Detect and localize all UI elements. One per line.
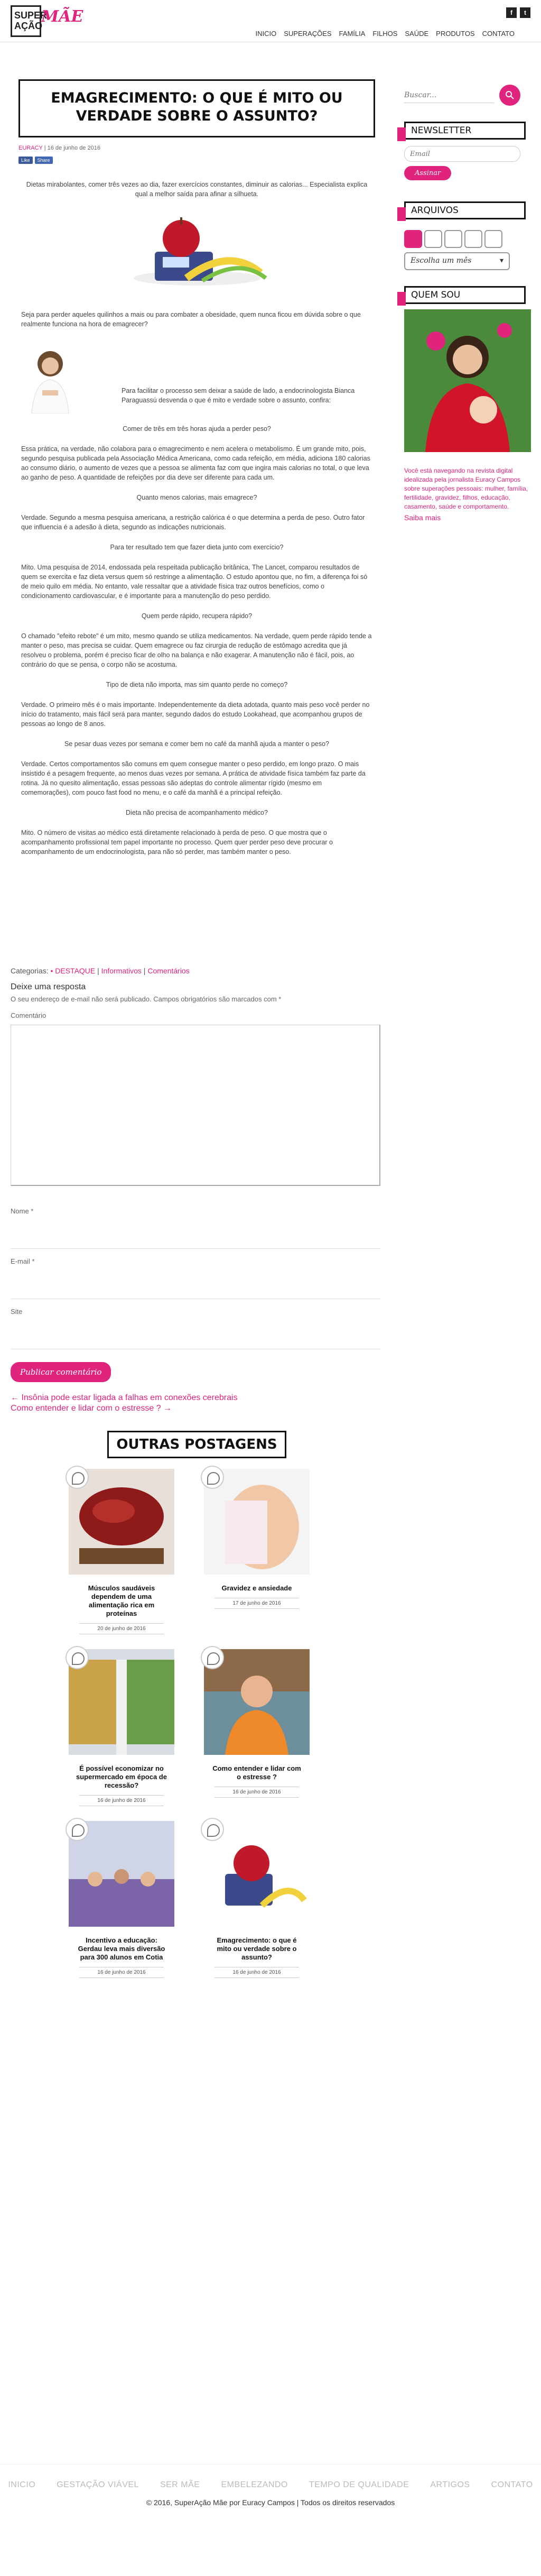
category-comentarios[interactable]: Comentários: [147, 967, 190, 975]
related-post-date: 16 de junho de 2016: [79, 1795, 164, 1806]
sidebar: [404, 79, 531, 522]
nav-produtos[interactable]: PRODUTOS: [436, 30, 475, 38]
social-links: [506, 7, 530, 18]
reply-title: Deixe uma resposta: [11, 982, 86, 991]
archive-icon-3[interactable]: [444, 230, 462, 248]
archive-icon-5[interactable]: [484, 230, 502, 248]
post-question: Quem perde rápido, recupera rápido?: [141, 612, 253, 620]
doctor-photo: [21, 345, 79, 413]
post-date: 16 de junho de 2016: [47, 145, 100, 151]
related-post-card[interactable]: [63, 1821, 180, 1978]
post-meta: [18, 145, 383, 151]
related-post-title[interactable]: Músculos saudáveis dependem de uma alimentação rica em proteínas: [88, 1584, 155, 1617]
nav-filhos[interactable]: FILHOS: [372, 30, 398, 38]
archive-icon-4[interactable]: [464, 230, 482, 248]
archive-month-select[interactable]: [404, 252, 510, 270]
main-content: [11, 79, 383, 1978]
next-post-link[interactable]: Como entender e lidar com o estresse ? →: [11, 1404, 172, 1413]
related-post-thumb[interactable]: [69, 1649, 174, 1755]
logo-accent-text: MÃE: [41, 7, 83, 26]
copyright: © 2016, SuperAção Mãe por Euracy Campos | Todos os direitos reservados: [146, 2498, 395, 2507]
post-question: Para ter resultado tem que fazer dieta junto com exercício?: [110, 544, 284, 551]
name-field[interactable]: [11, 1217, 380, 1249]
submit-comment-button[interactable]: Publicar comentário: [11, 1362, 111, 1382]
footer-nav-embelezando[interactable]: EMBELEZANDO: [221, 2480, 288, 2489]
nav-superacoes[interactable]: SUPERAÇÕES: [284, 30, 332, 38]
archive-select-value: Escolha um mês: [411, 256, 472, 265]
related-post-thumb[interactable]: [204, 1649, 310, 1755]
post-format-icon: [66, 1466, 89, 1489]
footer-nav-gestacao[interactable]: GESTAÇÃO VIÁVEL: [57, 2480, 139, 2489]
post-paragraph: Verdade. O primeiro mês é o mais importante. Independentemente da dieta adotada, quanto mais peso você perder no início do tratamento, mais fácil será para manter, segundo dados do estudo Lookahead, que acompanhou grupos de pessoas ao longo de 8 anos.: [21, 701, 370, 728]
site-header: [0, 0, 541, 42]
related-post-date: 17 de junho de 2016: [214, 1598, 299, 1609]
post-format-icon: [201, 1466, 224, 1489]
nav-familia[interactable]: FAMÍLIA: [339, 30, 366, 38]
subscribe-button[interactable]: Assinar: [404, 166, 451, 180]
site-field[interactable]: [11, 1318, 380, 1349]
post-title-box: [18, 79, 375, 137]
name-label: Nome *: [11, 1207, 34, 1215]
site-logo[interactable]: [11, 5, 83, 37]
post-question: Dieta não precisa de acompanhamento médico?: [126, 809, 268, 816]
main-nav: [256, 30, 515, 38]
reply-note: O seu endereço de e-mail não será publicado. Campos obrigatórios são marcados com *: [11, 995, 282, 1003]
post-paragraph: Essa prática, na verdade, não colabora para o emagrecimento e nem acelera o metabolismo. É um grande mito, pois, segundo pesquisa publicada pela Associação Médica Americana, como cada refeição, em média, adiciona 180 calorias ao consumo diário, o aumento de vezes que a pessoa se alimenta faz com que ingira mais calorias no total, o que leva ao ganho de peso. A quantidade de refeições por dia deve ser diferente para cada um.: [21, 445, 370, 481]
post-paragraph: Mito. O número de visitas ao médico está diretamente relacionado à perda de peso. O que mostra que o acompanhamento profissional tem papel importante no processo. Quem quer perder peso deve procurar o acompanhamento de um endocrinologista, para não só perder, mas também manter o peso.: [21, 829, 333, 855]
related-post-date: 16 de junho de 2016: [79, 1967, 164, 1978]
related-post-thumb[interactable]: [69, 1821, 174, 1927]
post-navigation: [11, 1393, 383, 1414]
archive-widget-title: ARQUIVOS: [404, 201, 526, 219]
post-paragraph: Verdade. Certos comportamentos são comuns em quem consegue manter o peso perdido, em longo prazo. O mais insistido é a pesagem frequente, ao menos duas vezes por semana. A prática de atividade física também faz parte da rotina. Já no quesito alimentação, essas pessoas são adeptas do controle alimentar rígido (mesmo em comemorações), com pouco fast food no menu, e o café da manhã é a principal refeição.: [21, 760, 366, 796]
related-post-thumb[interactable]: [69, 1469, 174, 1575]
facebook-icon[interactable]: f: [506, 7, 517, 18]
related-post-thumb[interactable]: [204, 1821, 310, 1927]
related-post-thumb[interactable]: [204, 1469, 310, 1575]
meta-separator: |: [44, 145, 48, 151]
site-label: Site: [11, 1308, 23, 1315]
nav-inicio[interactable]: INICIO: [255, 30, 277, 38]
twitter-icon[interactable]: t: [520, 7, 530, 18]
post-format-icon: [201, 1818, 224, 1841]
footer-nav-contato[interactable]: CONTATO: [491, 2480, 533, 2489]
related-post-card[interactable]: [199, 1469, 315, 1634]
newsletter-form: [404, 146, 531, 180]
like-button[interactable]: Like: [18, 157, 33, 164]
search-box: [404, 79, 531, 106]
site-footer: [0, 2464, 541, 2534]
search-icon: [505, 90, 515, 100]
related-post-date: 16 de junho de 2016: [214, 1967, 299, 1978]
author-photo: [404, 309, 531, 452]
search-button[interactable]: [499, 85, 520, 106]
related-post-date: 20 de junho de 2016: [79, 1623, 164, 1634]
archive-icon-1[interactable]: [404, 230, 422, 248]
hero-image: [123, 215, 271, 294]
doctor-block: [21, 345, 372, 413]
related-post-title[interactable]: É possível economizar no supermercado em época de recessão?: [76, 1764, 167, 1789]
share-button[interactable]: Share: [35, 157, 53, 164]
related-post-title[interactable]: Incentivo a educação: Gerdau leva mais diversão para 300 alunos em Cotia: [78, 1936, 165, 1961]
about-more-link[interactable]: Saiba mais: [404, 513, 441, 522]
logo-box-text: SUPER AÇÃO: [11, 5, 41, 37]
related-post-card[interactable]: [199, 1821, 315, 1978]
prev-post-link[interactable]: ← Insônia pode estar ligada a falhas em conexões cerebrais: [11, 1393, 238, 1402]
nav-saude[interactable]: SAÚDE: [405, 30, 429, 38]
category-informativos[interactable]: Informativos: [101, 967, 142, 975]
share-buttons: [18, 157, 383, 164]
post-paragraph: Seja para perder aqueles quilinhos a mais ou para combater a obesidade, quem nunca ficou em dúvida sobre o que realmente funciona na hora de emagrecer?: [21, 311, 361, 328]
related-posts-grid: [63, 1469, 383, 1978]
post-question: Comer de três em três horas ajuda a perder peso?: [123, 425, 271, 433]
about-widget-title: QUEM SOU: [404, 286, 526, 304]
post-question: Tipo de dieta não importa, mas sim quanto perde no começo?: [106, 681, 288, 688]
chevron-down-icon: ▾: [499, 256, 503, 265]
comment-label: Comentário: [11, 1011, 46, 1019]
footer-nav-artigos[interactable]: ARTIGOS: [430, 2480, 470, 2489]
post-paragraph: O chamado "efeito rebote" é um mito, mesmo quando se utiliza medicamentos. Na verdade, quem perde rápido tende a manter o peso, mas precisa se cuidar. Quem emagrece ou faz cirurgia de redução de estômago acredita que já resolveu o problema, porém é preciso ficar de olho na balança e não exagerar. A manutenção não é fácil, pois, ao contrário do que se pensa, o corpo não se acostuma.: [21, 632, 372, 668]
related-post-card[interactable]: [63, 1649, 180, 1806]
post-author[interactable]: EURACY: [18, 145, 43, 151]
about-text: Você está navegando na revista digital idealizada pela jornalista Euracy Campos sobre superações pessoais: mulher, família, fertilidade, gravidez, filhos, educação, casamento, saúde e comportamento.: [404, 467, 528, 510]
post-categories: Categorias: • DESTAQUE | Informativos | Comentários: [11, 967, 190, 975]
email-label: E-mail *: [11, 1257, 35, 1265]
related-post-title[interactable]: Emagrecimento: o que é mito ou verdade sobre o assunto?: [217, 1936, 297, 1961]
category-destaque[interactable]: • DESTAQUE: [50, 967, 96, 975]
reply-form: [11, 982, 383, 1382]
newsletter-email-input[interactable]: [404, 146, 520, 162]
related-post-title[interactable]: Gravidez e ansiedade: [221, 1584, 292, 1592]
post-title: EMAGRECIMENTO: O QUE É MITO OU VERDADE SOBRE O ASSUNTO?: [51, 90, 343, 124]
newsletter-widget-title: NEWSLETTER: [404, 122, 526, 140]
post-format-icon: [66, 1818, 89, 1841]
related-posts-header: [11, 1431, 383, 1458]
search-input[interactable]: [404, 87, 494, 103]
nav-contato[interactable]: CONTATO: [482, 30, 515, 38]
related-posts-title: OUTRAS POSTAGENS: [107, 1431, 286, 1458]
post-intro: Dietas mirabolantes, comer três vezes ao dia, fazer exercícios constantes, diminuir as calorias... Especialista explica qual a melhor saída para afinar a silhueta.: [26, 181, 368, 198]
footer-nav: [0, 2464, 541, 2490]
post-format-icon: [66, 1646, 89, 1669]
comment-textarea[interactable]: [11, 1025, 380, 1186]
related-post-title[interactable]: Como entender e lidar com o estresse ?: [212, 1764, 301, 1781]
categories-label: Categorias:: [11, 967, 49, 975]
footer-nav-ser-mae[interactable]: SER MÃE: [160, 2480, 200, 2489]
footer-nav-tempo[interactable]: TEMPO DE QUALIDADE: [309, 2480, 409, 2489]
footer-nav-inicio[interactable]: INICIO: [8, 2480, 36, 2489]
email-field[interactable]: [11, 1267, 380, 1299]
archive-category-icons: [404, 230, 531, 248]
post-paragraph: Verdade. Segundo a mesma pesquisa americana, a restrição calórica é o que determina a perda de peso. Outro fator que influencia é a adesão à dieta, segundo as indicações nutricionais.: [21, 514, 365, 531]
archive-icon-2[interactable]: [424, 230, 442, 248]
post-question: Quanto menos calorias, mais emagrece?: [136, 494, 257, 501]
post-paragraph: Para facilitar o processo sem deixar a saúde de lado, a endocrinologista Bianca Paraguassú desvenda o que é mito e verdade sobre o assunto, confira:: [122, 387, 355, 404]
post-question: Se pesar duas vezes por semana e comer bem no café da manhã ajuda a manter o peso?: [64, 740, 329, 748]
related-post-date: 16 de junho de 2016: [214, 1787, 299, 1798]
related-post-card[interactable]: [199, 1649, 315, 1806]
related-post-card[interactable]: [63, 1469, 180, 1634]
post-paragraph: Mito. Uma pesquisa de 2014, endossada pela respeitada publicação britânica, The Lancet, comparou resultados de quem se exercita e faz dieta versus quem só restringe a alimentação. O estudo apontou que, no fim, a diferença foi só de meio quilo em média. No entanto, vale ressaltar que a atividade física traz outros benefícios, como o condicionamento cardiovascular, e é importante para a manutenção do peso perdido.: [21, 564, 368, 600]
post-format-icon: [201, 1646, 224, 1669]
